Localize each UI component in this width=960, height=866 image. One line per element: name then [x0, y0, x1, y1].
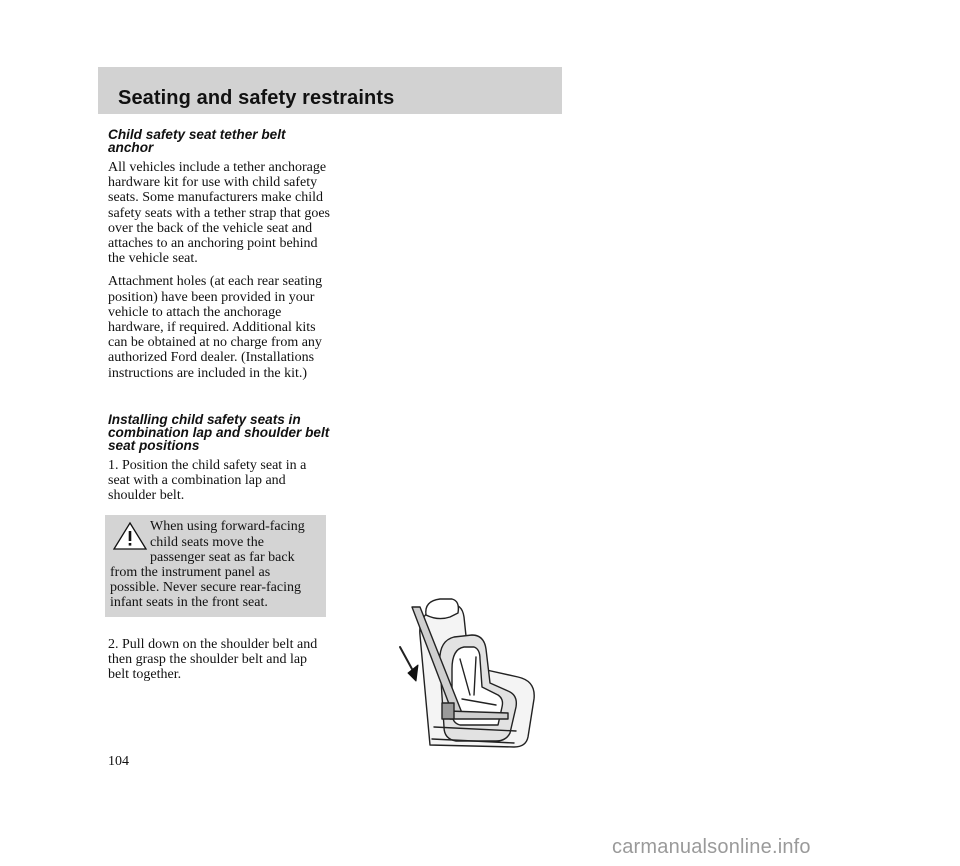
child-seat-belt-illustration	[390, 595, 550, 755]
text-column	[108, 128, 330, 690]
section-title: Seating and safety restraints	[118, 87, 395, 109]
warning-box	[105, 515, 326, 616]
heading-installing-child-seats: Installing child safety seats in combination lap and shoulder belt seat positions	[108, 411, 330, 453]
page-number: 104	[108, 754, 129, 769]
heading-tether-anchor: Child safety seat tether belt anchor	[108, 127, 286, 155]
section-header-band	[98, 67, 562, 114]
watermark: carmanualsonline.info	[612, 836, 811, 858]
spacer	[108, 389, 330, 413]
paragraph-attachment-holes: Attachment holes (at each rear seating position) have been provided in your vehicle to attach the anchorage hardware, if required. Additional kits can be obtained at no charge from any authorized Ford dealer. (Installations instructions are included in the kit.)	[108, 274, 323, 381]
step-2-text: 2. Pull down on the shoulder belt and then grasp the shoulder belt and lap belt together.	[108, 636, 318, 683]
warning-text: When using forward-facing child seats move the passenger seat as far back from the instrument panel as possible. Never secure rear-facing infant seats in the front seat.	[110, 519, 305, 611]
paragraph-tether-kit: All vehicles include a tether anchorage hardware kit for use with child safety seats. Some manufacturers make child safety seats with a tether strap that goes over the back of the vehicle seat and attaches to an anchoring point behind the vehicle seat.	[108, 160, 330, 267]
step-1-text: 1. Position the child safety seat in a seat with a combination lap and shoulder belt.	[108, 457, 307, 504]
warning-triangle-icon	[112, 521, 148, 551]
